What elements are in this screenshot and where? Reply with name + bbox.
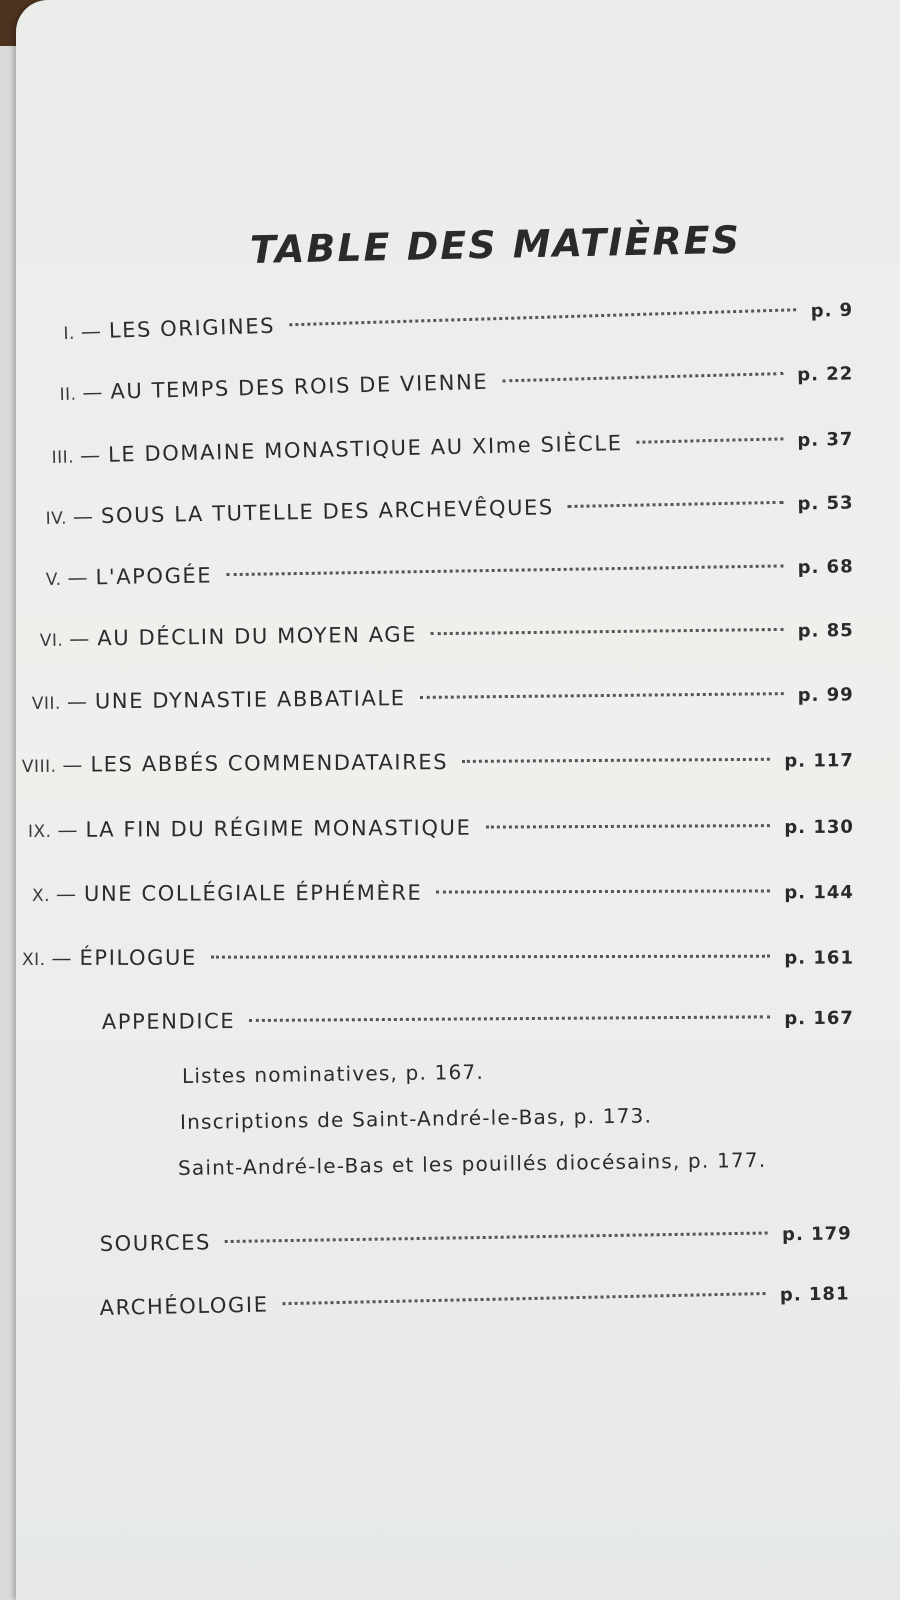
- appendix-item-1: Listes nominatives, p. 167.: [181, 1059, 485, 1088]
- page-number: p. 99: [797, 684, 854, 706]
- chapter-title: LES ORIGINES: [108, 313, 276, 343]
- page-number: p. 53: [797, 492, 854, 515]
- dot-leader: [502, 372, 783, 382]
- page-number: p. 161: [784, 947, 854, 969]
- dot-leader: [211, 955, 771, 959]
- appendix-item-2: Inscriptions de Saint-André-le-Bas, p. 173.: [179, 1103, 653, 1134]
- toc-entry-3: [51, 426, 853, 474]
- em-dash: —: [69, 626, 90, 651]
- chapter-title: ÉPILOGUE: [79, 945, 197, 970]
- toc-entry-9: [28, 814, 854, 848]
- chapter-number: X.: [31, 885, 51, 907]
- chapter-number: IX.: [27, 821, 52, 843]
- page-number: p. 144: [784, 882, 854, 904]
- toc-entry-sources: [100, 1220, 852, 1262]
- chapter-number: XI.: [21, 949, 46, 970]
- em-dash: —: [66, 689, 87, 714]
- appendix-item-3: Saint-André-le-Bas et les pouillés diocésains, p. 177.: [177, 1147, 767, 1180]
- chapter-number: II.: [59, 384, 77, 406]
- chapter-title: LES ABBÉS COMMENDATAIRES: [90, 750, 449, 777]
- dot-leader: [436, 889, 770, 893]
- dot-leader: [462, 758, 770, 763]
- chapter-number: VIII.: [21, 756, 57, 778]
- page-number: p. 130: [784, 816, 854, 839]
- toc-entry-5: [46, 553, 854, 596]
- toc-entry-1: [63, 297, 854, 350]
- dot-leader: [637, 437, 784, 443]
- em-dash: —: [82, 379, 103, 405]
- page-number: p. 68: [797, 556, 854, 579]
- em-dash: —: [72, 504, 94, 529]
- chapter-title: LE DOMAINE MONASTIQUE AU XIme SIÈCLE: [107, 431, 623, 467]
- page-number: p. 167: [784, 1007, 854, 1030]
- em-dash: —: [51, 945, 72, 970]
- em-dash: —: [62, 752, 83, 777]
- toc-entry-4: [45, 489, 853, 535]
- chapter-title: AU DÉCLIN DU MOYEN AGE: [97, 622, 418, 651]
- page-title: TABLE DES MATIÈRES: [249, 217, 742, 272]
- chapter-number: I.: [63, 323, 76, 345]
- toc-entry-appendice: [102, 1005, 854, 1040]
- em-dash: —: [79, 442, 101, 468]
- em-dash: —: [80, 318, 102, 344]
- dot-leader: [289, 308, 797, 326]
- toc-entry-2: [59, 360, 854, 411]
- dot-leader: [225, 1232, 768, 1244]
- page-number: p. 85: [797, 620, 854, 642]
- chapter-number: IV.: [45, 508, 68, 530]
- chapter-title: UNE DYNASTIE ABBATIALE: [94, 686, 406, 714]
- dot-leader: [568, 501, 784, 508]
- dot-leader: [249, 1015, 770, 1022]
- dot-leader: [226, 564, 783, 576]
- em-dash: —: [57, 817, 78, 842]
- toc-entry-11: [22, 945, 854, 976]
- section-title: ARCHÉOLOGIE: [99, 1292, 269, 1321]
- page-number: p. 181: [779, 1283, 850, 1306]
- toc-entry-archeologie: [99, 1280, 849, 1326]
- chapter-number: VI.: [39, 630, 64, 652]
- dot-leader: [283, 1292, 766, 1305]
- em-dash: —: [55, 881, 77, 906]
- toc-entry-7: [32, 681, 854, 720]
- section-title: APPENDICE: [101, 1009, 236, 1035]
- chapter-title: AU TEMPS DES ROIS DE VIENNE: [110, 369, 489, 404]
- dot-leader: [420, 692, 784, 699]
- chapter-title: SOUS LA TUTELLE DES ARCHEVÊQUES: [100, 495, 555, 528]
- chapter-title: L'APOGÉE: [95, 563, 213, 590]
- dot-leader: [431, 628, 784, 635]
- em-dash: —: [67, 565, 88, 590]
- page-number: p. 9: [810, 299, 854, 322]
- toc-entry-8: [22, 747, 854, 783]
- page-number: p. 37: [797, 428, 854, 452]
- page-number: p. 117: [784, 750, 854, 772]
- chapter-number: VII.: [31, 693, 61, 715]
- chapter-title: LA FIN DU RÉGIME MONASTIQUE: [85, 815, 472, 842]
- page-number: p. 22: [796, 363, 854, 386]
- toc-entry-10: [32, 879, 854, 912]
- page-number: p. 179: [781, 1223, 852, 1246]
- chapter-number: III.: [51, 447, 75, 469]
- chapter-number: V.: [45, 569, 62, 591]
- chapter-title: UNE COLLÉGIALE ÉPHÉMÈRE: [83, 880, 423, 906]
- toc-entry-6: [40, 617, 854, 657]
- section-title: SOURCES: [99, 1230, 212, 1257]
- dot-leader: [485, 824, 770, 828]
